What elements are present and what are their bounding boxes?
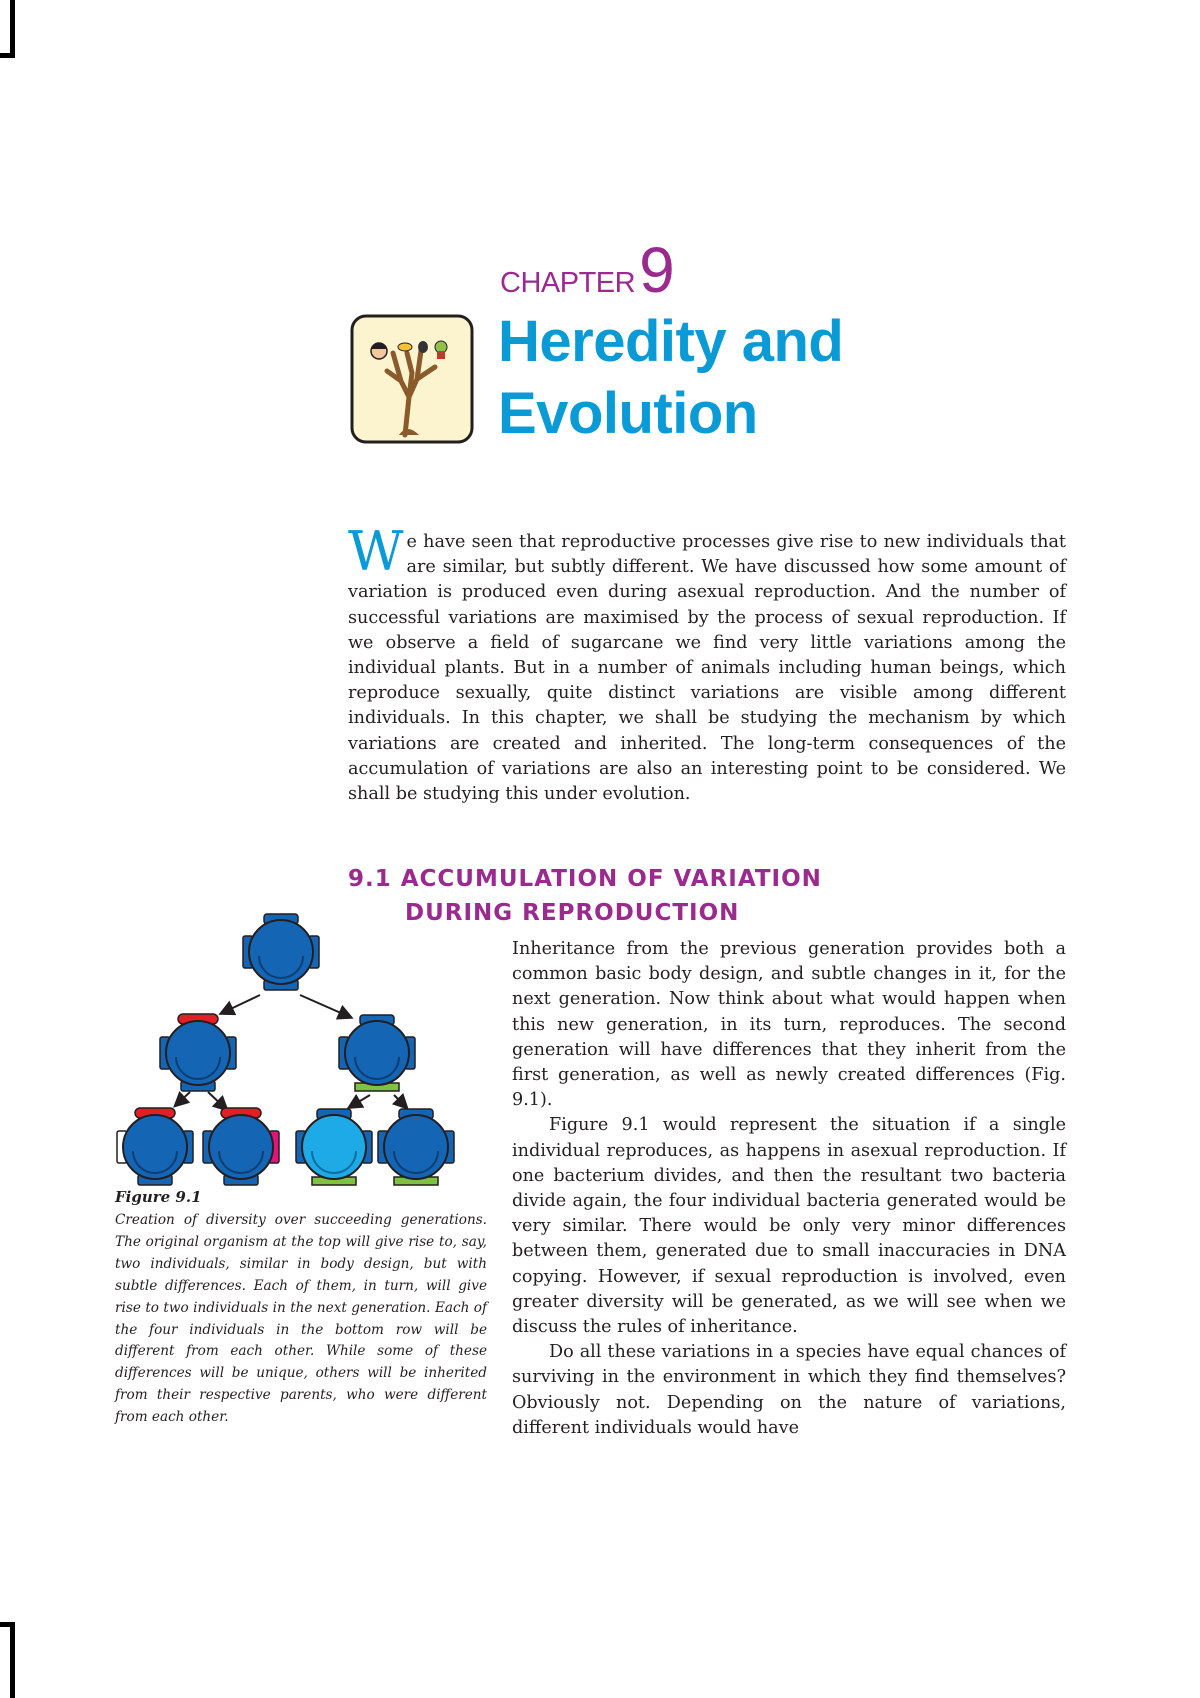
chapter-emblem-tree-icon	[349, 313, 475, 445]
organism-generation-3-2	[203, 1108, 279, 1185]
arrow	[350, 1095, 370, 1107]
chapter-title	[498, 306, 843, 450]
body-paragraph-3: Do all these variations in a species have equal chances of surviving in the environment in which they find themselves? Obviously not. Depending on the nature of variations, different individuals would have	[512, 1342, 1066, 1438]
figure-label: Figure 9.1	[115, 1188, 202, 1206]
section-heading-line-1: 9.1 ACCUMULATION OF VARIATION	[348, 866, 822, 892]
crop-mark-top-left	[0, 53, 15, 58]
body-text-column	[512, 937, 1066, 1441]
chapter-title-line-1: Heredity and	[498, 309, 844, 374]
organism-generation-2-left	[160, 1014, 236, 1091]
organism-generation-1	[243, 914, 319, 990]
figure-diversity-diagram	[110, 905, 490, 1195]
arrow	[300, 995, 350, 1017]
organism-generation-3-4	[378, 1109, 454, 1185]
figure-caption: Creation of diversity over succeeding generations. The original organism at the top will give rise to, say, two individuals, similar in body design, but with subtle differences. Each of them, in turn, will give rise to two individuals in the next generation. Each of the four individuals in the bottom row will be different from each other. While some of these differences will be unique, others will be inherited from their respective parents, who were different from each other.	[115, 1212, 487, 1426]
dropcap: W	[348, 520, 404, 583]
body-paragraph-1: Inheritance from the previous generation provides both a common basic body design, and subtle changes in it, for the next generation. Now think about what would happen when this new generation, in its turn, reproduces. The second generation will have differences that they inherit from the first generation, as well as newly created differences (Fig. 9.1).	[512, 939, 1066, 1111]
chapter-word: CHAPTER	[500, 267, 636, 299]
arrow	[176, 1092, 190, 1105]
crop-mark-bottom-left	[0, 1622, 15, 1627]
crop-mark-bottom-left	[10, 1622, 15, 1698]
intro-paragraph	[348, 520, 1066, 807]
intro-text: e have seen that reproductive processes give rise to new individuals that are similar, but subtly different. We have discussed how some amount of variation is produced even during asexual reproduction. And the number of successful variations are maximised by the process of sexual reproduction. If we observe a field of sugarcane we find very little variations among the individual plants. But in a number of animals including human beings, which reproduce sexually, quite distinct variations are visible among different individuals. In this chapter, we shall be studying the mechanism by which variations are created and inherited. The long-term consequences of the accumulation of variations are also an interesting point to be considered. We shall be studying this under evolution.	[348, 532, 1066, 805]
section-heading-line-2: DURING REPRODUCTION	[405, 900, 740, 926]
organism-generation-2-right	[339, 1015, 415, 1091]
arrow	[222, 995, 260, 1013]
body-paragraph-2: Figure 9.1 would represent the situation if a single individual reproduces, as happens in asexual reproduction. If one bacterium divides, and then the resultant two bacteria divide again, the four individual bacteria generated would be very similar. There would be only very minor differences between them, generated due to small inaccuracies in DNA copying. However, if sexual reproduction is involved, even greater diversity will be generated, as we will see when we discuss the rules of inheritance.	[512, 1115, 1066, 1338]
arrow	[208, 1092, 226, 1109]
crop-mark-top-left	[10, 0, 15, 58]
chapter-number: 9	[639, 234, 675, 306]
organism-generation-3-3	[296, 1109, 372, 1185]
organism-generation-3-1	[117, 1108, 193, 1185]
arrow	[394, 1095, 406, 1107]
chapter-title-line-2: Evolution	[498, 381, 758, 446]
